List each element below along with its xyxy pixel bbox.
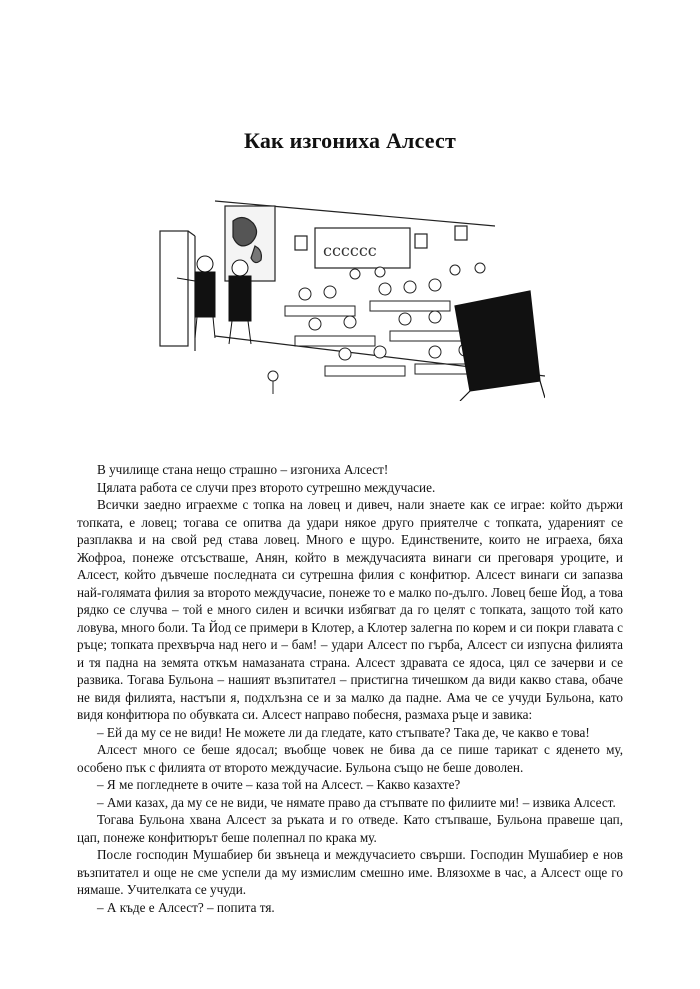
story-text — [77, 461, 623, 916]
paragraph: – А къде е Алсест? – попита тя. — [97, 899, 275, 915]
page-title: Как изгониха Алсест — [243, 128, 457, 153]
paragraph: Цялата работа се случи през второто сутрешно междучасие. — [97, 479, 436, 495]
classroom-illustration — [155, 186, 545, 401]
paragraph: – Ей да му се не види! Не можете ли да гледате, като стъпвате? Така де, че какво е това! — [97, 724, 590, 740]
paragraph: Всички заедно играехме с топка на ловец и дивеч, нали знаете как се играе: който държи топката, е ловец; тогава се опитва да удари някое друго приятелче с топката, удареният се разплаква и на свой ред става ловец. Много е щуро. Единствените, които не играеха, бяха Жофроа, понеже отсъстваше, Анян, който в междучасията винаги си преговаря уроците, и Алсест, който дъвчеше последната си сутрешна филия с конфитюр. Алсест винаги си запазва най-голямата филия за второто междучасие, понеже то е малко по-дълго. Ловец беше Йод, а това рядко се случва – той е много силен и всички избягват да го целят с топката, защото той като ловува, много боли. Та Йод се примери в Клотер, а Клотер залегна по корем и си покри главата с ръце; топката прехвърча над него и – бам! – удари Алсест по гърба, Алсест си изпусна филията и тя падна на земята откъм намазаната страна. Алсест здравата се ядоса, цял се зачерви и се развика. Тогава Бульона – нашият възпитател – пристигна тичешком да види какво става, обаче не видя филията, настъпи я, подхлъзна се и за малко да падне. Ама че се учуди Бульона, като видя конфитюра по обувката си. Алсест направо побесня, размаха ръце и завика: — [77, 497, 623, 722]
paragraph: – Я ме погледнете в очите – каза той на Алсест. – Какво казахте? — [97, 777, 461, 792]
paragraph: Алсест много се беше ядосал; въобще човек не бива да се пише тарикат с яденето му, особено пък с филията от второто междучасие. Бульона също не беше доволен. — [77, 742, 623, 775]
paragraph: В училище стана нещо страшно – изгониха Алсест! — [97, 462, 389, 477]
paragraph: После господин Мушабиер би звънеца и междучасието свърши. Господин Мушабиер е нов възпитател и още не сме успели да му измислим смешно име. Влязохме в час, а Алсест още го нямаше. Учителката се учуди. — [77, 847, 623, 897]
paragraph: – Ами казах, да му се не види, че нямате право да стъпвате по филиите ми! – извика Алсест. — [97, 794, 616, 810]
paragraph: Тогава Бульона хвана Алсест за ръката и го отведе. Като стъпваше, Бульона правеше цап, цап, понеже конфитюрът беше полепнал по крака му. — [77, 812, 623, 845]
svg-text:cccccc: cccccc — [323, 241, 377, 260]
